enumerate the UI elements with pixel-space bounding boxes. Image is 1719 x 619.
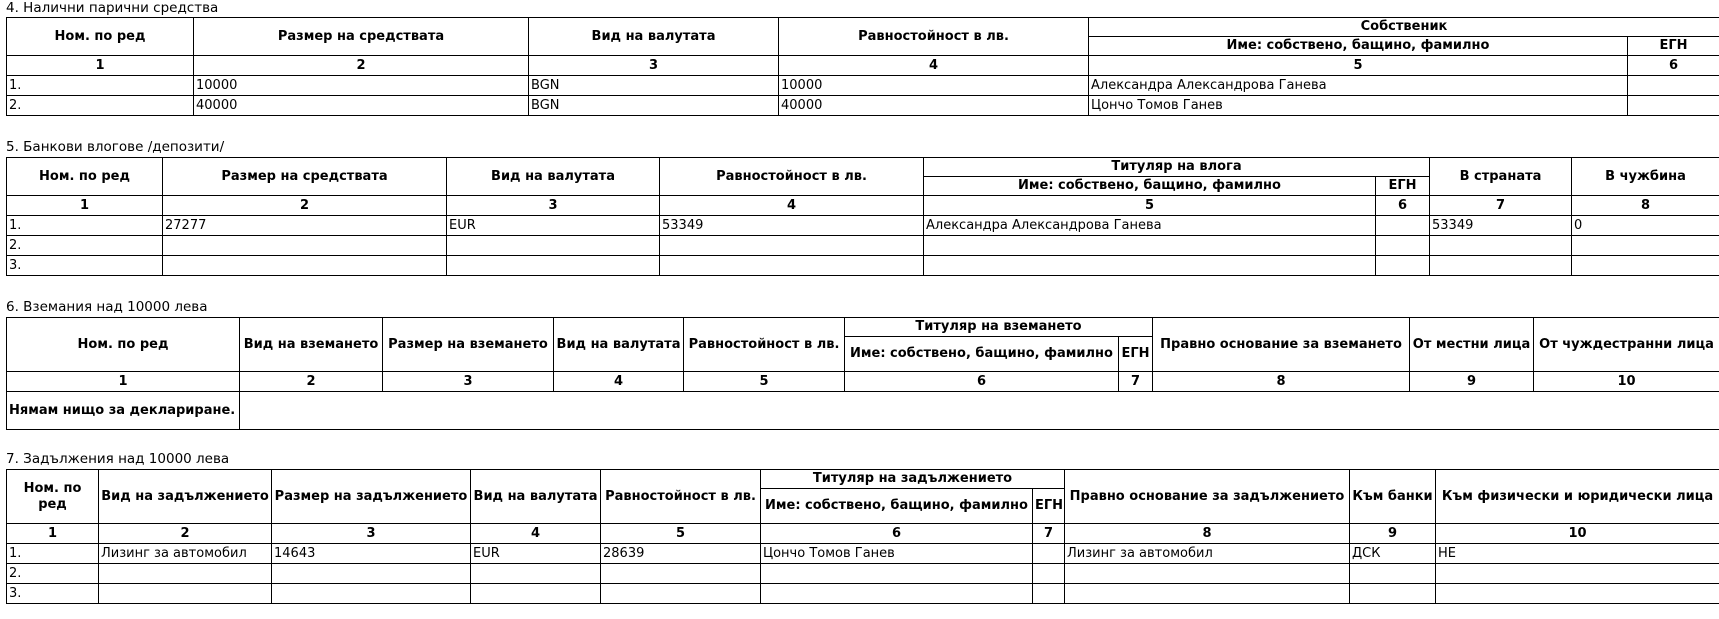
col-header-egn: ЕГН: [1376, 177, 1430, 196]
table-row: [7, 216, 1719, 236]
cell-no: 1.: [7, 544, 99, 564]
table-row: [7, 256, 1719, 276]
col-number: 5: [684, 372, 845, 392]
col-header-name: Име: собствено, бащино, фамилно: [1089, 37, 1628, 56]
cash-table: [6, 17, 1719, 116]
col-number: 3: [447, 196, 660, 216]
col-header-size: Размер на задължението: [272, 470, 471, 524]
col-number: 8: [1065, 524, 1350, 544]
col-header-amount: Размер на средствата: [163, 158, 447, 196]
cell-no: 3.: [7, 584, 99, 604]
col-header-basis: Правно основание за вземането: [1153, 318, 1410, 372]
cell-egn: [1033, 564, 1065, 584]
cell-amount: [163, 236, 447, 256]
col-header-no: Ном. по ред: [7, 318, 240, 372]
col-header-no: Ном. по ред: [7, 158, 163, 196]
cell-type: [99, 564, 272, 584]
cell-domestic: [1430, 236, 1572, 256]
cell-amount: 10000: [194, 76, 529, 96]
cell-persons: [1436, 584, 1719, 604]
col-number: 3: [383, 372, 554, 392]
table-row: [7, 584, 1719, 604]
col-header-persons: Към физически и юридически лица: [1436, 470, 1719, 524]
cell-no: 2.: [7, 96, 194, 116]
col-number: 5: [1089, 56, 1628, 76]
col-number: 8: [1153, 372, 1410, 392]
cell-amount: [163, 256, 447, 276]
col-header-egn: ЕГН: [1033, 489, 1065, 524]
cell-currency: [447, 236, 660, 256]
cell-equiv: [660, 256, 924, 276]
col-header-holder: Титуляр на влога: [924, 158, 1430, 177]
col-header-egn: ЕГН: [1628, 37, 1719, 56]
col-number: 2: [163, 196, 447, 216]
col-number: 10: [1436, 524, 1719, 544]
col-header-type: Вид на вземането: [240, 318, 383, 372]
col-header-foreign: От чуждестранни лица: [1534, 318, 1719, 372]
cell-domestic: [1430, 256, 1572, 276]
col-number: 9: [1410, 372, 1534, 392]
cell-basis: Лизинг за автомобил: [1065, 544, 1350, 564]
cell-banks: ДСК: [1350, 544, 1436, 564]
cell-no: 1.: [7, 216, 163, 236]
cell-currency: [447, 256, 660, 276]
col-header-egn: ЕГН: [1119, 337, 1153, 372]
col-header-currency: Вид на валутата: [471, 470, 601, 524]
section-5-title: 5. Банкови влогове /депозити/: [6, 139, 225, 155]
col-number: 9: [1350, 524, 1436, 544]
col-header-equiv: Равностойност в лв.: [684, 318, 845, 372]
col-header-currency: Вид на валутата: [529, 18, 779, 56]
col-header-type: Вид на задължението: [99, 470, 272, 524]
col-header-local: От местни лица: [1410, 318, 1534, 372]
cell-name: [761, 564, 1033, 584]
cell-persons: НЕ: [1436, 544, 1719, 564]
col-number: 7: [1430, 196, 1572, 216]
cell-egn: [1628, 96, 1719, 116]
cell-egn: [1376, 216, 1430, 236]
cell-name: Александра Александрова Ганева: [1089, 76, 1628, 96]
table-row: [7, 564, 1719, 584]
col-number: 6: [1628, 56, 1719, 76]
col-number: 7: [1119, 372, 1153, 392]
cell-name: Цончо Томов Ганев: [1089, 96, 1628, 116]
cell-egn: [1376, 256, 1430, 276]
cell-banks: [1350, 564, 1436, 584]
cell-name: [924, 236, 1376, 256]
cell-equiv: 53349: [660, 216, 924, 236]
liabilities-table: [6, 469, 1719, 604]
table-row: [7, 544, 1719, 564]
cell-equiv: [601, 584, 761, 604]
col-number: 5: [601, 524, 761, 544]
cell-size: 14643: [272, 544, 471, 564]
col-number: 1: [7, 372, 240, 392]
col-number: 1: [7, 196, 163, 216]
cell-currency: BGN: [529, 96, 779, 116]
section-7-title: 7. Задължения над 10000 лева: [6, 451, 230, 467]
col-number: 3: [529, 56, 779, 76]
cell-no: 2.: [7, 564, 99, 584]
table-row: [7, 76, 1719, 96]
col-header-no: Ном. по ред: [7, 18, 194, 56]
col-number: 1: [7, 524, 99, 544]
col-number: 4: [660, 196, 924, 216]
col-header-equiv: Равностойност в лв.: [601, 470, 761, 524]
col-header-currency: Вид на валутата: [447, 158, 660, 196]
col-header-equiv: Равностойност в лв.: [779, 18, 1089, 56]
table-row: [7, 392, 1719, 430]
cell-currency: [471, 584, 601, 604]
cell-equiv: [601, 564, 761, 584]
col-header-currency: Вид на валутата: [554, 318, 684, 372]
cell-domestic: 53349: [1430, 216, 1572, 236]
col-header-size: Размер на вземането: [383, 318, 554, 372]
section-4-title: 4. Налични парични средства: [6, 0, 219, 16]
cell-name: [924, 256, 1376, 276]
cell-currency: BGN: [529, 76, 779, 96]
nothing-to-declare: Нямам нищо за деклариране.: [7, 392, 240, 430]
cell-type: Лизинг за автомобил: [99, 544, 272, 564]
col-number: 2: [240, 372, 383, 392]
col-header-banks: Към банки: [1350, 470, 1436, 524]
cell-egn: [1033, 544, 1065, 564]
table-row: [7, 96, 1719, 116]
deposits-table: [6, 157, 1719, 276]
col-number: 6: [1376, 196, 1430, 216]
col-number: 6: [845, 372, 1119, 392]
cell-amount: 27277: [163, 216, 447, 236]
col-number: 3: [272, 524, 471, 544]
col-header-amount: Размер на средствата: [194, 18, 529, 56]
col-header-no: Ном. по ред: [7, 470, 99, 524]
section-6-title: 6. Вземания над 10000 лева: [6, 299, 208, 315]
col-number: 4: [779, 56, 1089, 76]
cell-name: Александра Александрова Ганева: [924, 216, 1376, 236]
cell-persons: [1436, 564, 1719, 584]
receivables-table: [6, 317, 1719, 430]
col-header-domestic: В страната: [1430, 158, 1572, 196]
col-number: 7: [1033, 524, 1065, 544]
table-row: [7, 236, 1719, 256]
col-header-name: Име: собствено, бащино, фамилно: [924, 177, 1376, 196]
cell-banks: [1350, 584, 1436, 604]
cell-egn: [1033, 584, 1065, 604]
empty-cell: [240, 392, 1719, 430]
col-header-name: Име: собствено, бащино, фамилно: [761, 489, 1033, 524]
col-number: 2: [99, 524, 272, 544]
col-number: 4: [554, 372, 684, 392]
col-header-name: Име: собствено, бащино, фамилно: [845, 337, 1119, 372]
col-header-equiv: Равностойност в лв.: [660, 158, 924, 196]
cell-basis: [1065, 584, 1350, 604]
cell-abroad: [1572, 236, 1719, 256]
cell-amount: 40000: [194, 96, 529, 116]
cell-name: Цончо Томов Ганев: [761, 544, 1033, 564]
cell-type: [99, 584, 272, 604]
cell-currency: [471, 564, 601, 584]
col-header-holder: Титуляр на задължението: [761, 470, 1065, 489]
col-number: 1: [7, 56, 194, 76]
cell-no: 2.: [7, 236, 163, 256]
cell-size: [272, 564, 471, 584]
cell-egn: [1628, 76, 1719, 96]
col-header-owner: Собственик: [1089, 18, 1719, 37]
col-number: 4: [471, 524, 601, 544]
cell-size: [272, 584, 471, 604]
cell-basis: [1065, 564, 1350, 584]
cell-currency: EUR: [471, 544, 601, 564]
cell-abroad: 0: [1572, 216, 1719, 236]
col-number: 8: [1572, 196, 1719, 216]
cell-name: [761, 584, 1033, 604]
cell-abroad: [1572, 256, 1719, 276]
col-number: 5: [924, 196, 1376, 216]
cell-no: 3.: [7, 256, 163, 276]
col-number: 6: [761, 524, 1033, 544]
cell-no: 1.: [7, 76, 194, 96]
cell-currency: EUR: [447, 216, 660, 236]
col-header-holder: Титуляр на вземането: [845, 318, 1153, 337]
cell-equiv: 40000: [779, 96, 1089, 116]
col-header-abroad: В чужбина: [1572, 158, 1719, 196]
cell-egn: [1376, 236, 1430, 256]
cell-equiv: [660, 236, 924, 256]
cell-equiv: 10000: [779, 76, 1089, 96]
col-number: 10: [1534, 372, 1719, 392]
col-header-basis: Правно основание за задължението: [1065, 470, 1350, 524]
cell-equiv: 28639: [601, 544, 761, 564]
col-number: 2: [194, 56, 529, 76]
